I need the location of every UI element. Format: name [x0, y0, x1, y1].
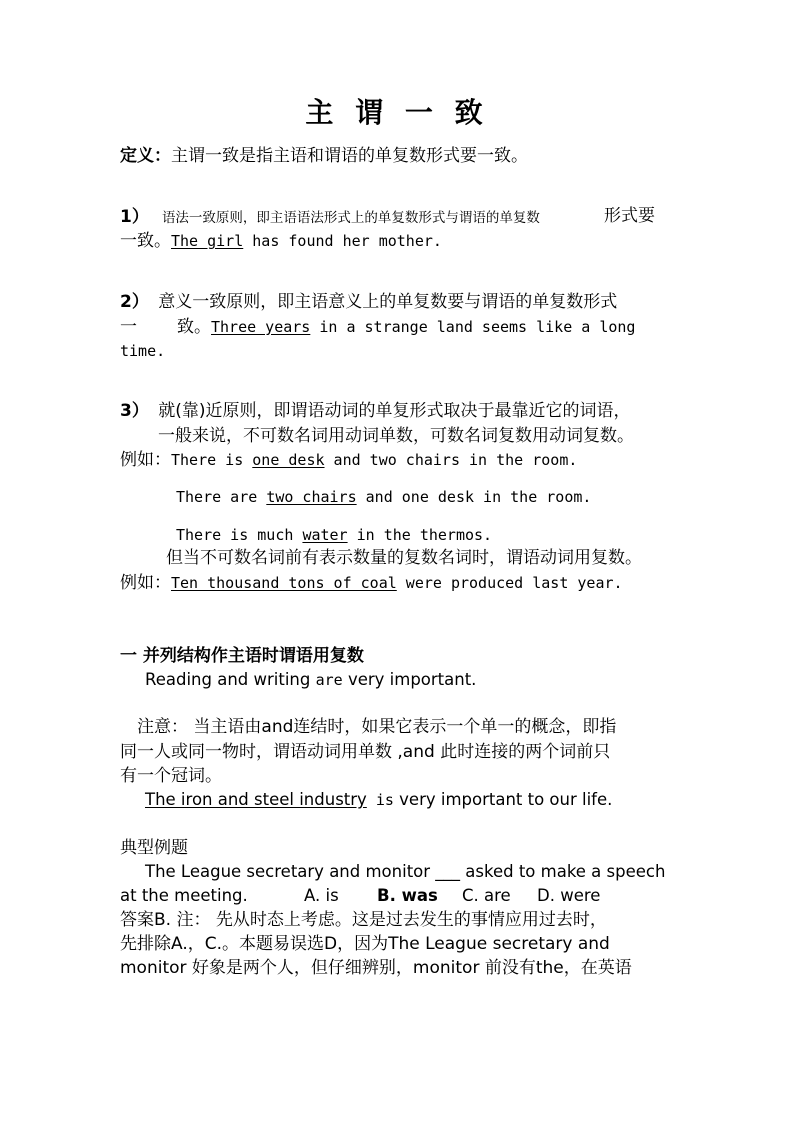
rule3-example2	[176, 487, 591, 506]
rule3-ex3-a: There is much	[176, 526, 303, 544]
section1-example2	[145, 790, 612, 810]
rule2-text: 意义一致原则，即主语意义上的单复数要与谓语的单复数形式	[158, 292, 618, 312]
typical-answer-line3: monitor 好象是两个人，但仔细辨别，monitor 前没有the，在英语	[120, 958, 632, 978]
rule3-ex2-underline: two chairs	[266, 488, 357, 506]
definition-text: 主谓一致是指主语和谓语的单复数形式要一致。	[171, 146, 528, 166]
section1-note-line1: 注意： 当主语由and连结时，如果它表示一个单一的概念，即指	[137, 717, 617, 737]
rule1-text: 语法一致原则，即主语语法形式上的单复数形式与谓语的单复数	[161, 210, 540, 226]
section1-heading: 一 并列结构作主语时谓语用复数	[120, 646, 364, 666]
rule3-ex2-b: and one desk in the room.	[356, 488, 592, 506]
rule3-ex3-underline: water	[302, 526, 348, 544]
rule3-example1	[120, 450, 577, 470]
rule3-ex4-b: were produced last year.	[396, 574, 623, 592]
rule1-number: 1）	[120, 207, 149, 227]
section1-ex2-b: very important to our life.	[393, 790, 613, 809]
section1-ex-a: Reading and writing	[145, 670, 316, 689]
section1-example	[145, 670, 476, 690]
section1-note-line2: 同一人或同一物时，谓语动词用单数 ,and 此时连接的两个词前只	[120, 742, 611, 762]
typical-option-a: A. is	[304, 886, 339, 905]
typical-question-line2: at the meeting.	[120, 886, 248, 905]
section1-ex-verb: are	[315, 671, 343, 689]
rule3-example4-label: 例如：	[120, 573, 171, 593]
rule1-line2-prefix: 一致。	[120, 231, 171, 251]
rule1-line1	[120, 207, 540, 227]
rule2-number: 2）	[120, 292, 149, 312]
typical-option-b: B. was	[377, 886, 438, 905]
rule1-tail: 形式要	[604, 206, 655, 226]
rule3-text: 就(靠)近原则，即谓语动词的单复形式取决于最靠近它的词语，	[158, 401, 631, 421]
rule3-note: 但当不可数名词前有表示数量的复数名词时，谓语动词用复数。	[166, 548, 642, 568]
rule2-example-subject: Three years	[211, 318, 311, 336]
rule3-ex3-b: in the thermos.	[347, 526, 493, 544]
definition-label: 定义：	[120, 146, 171, 166]
typical-answer-line1: 答案B. 注： 先从时态上考虑。这是过去发生的事情应用过去时，	[120, 910, 607, 930]
rule3-ex1-a: There is	[171, 451, 253, 469]
typical-question-line1: The League secretary and monitor ___ asked to make a speech	[145, 862, 666, 881]
section1-ex2-underline: The iron and steel industry	[145, 790, 367, 809]
rule3-ex1-b: and two chairs in the room.	[324, 451, 578, 469]
rule3-ex1-underline: one desk	[252, 451, 325, 469]
rule3-line2: 一般来说，不可数名词用动词单数，可数名词复数用动词复数。	[158, 426, 634, 446]
rule2-line1	[120, 292, 617, 312]
rule3-example-label: 例如：	[120, 450, 171, 470]
definition-line	[120, 146, 528, 166]
rule3-line1	[120, 401, 631, 421]
typical-option-c: C. are	[462, 886, 511, 905]
rule2-line2-b: 致。	[177, 317, 211, 337]
rule3-ex2-a: There are	[176, 488, 267, 506]
typical-answer-line2: 先排除A.，C.。本题易误选D，因为The League secretary and	[120, 934, 610, 954]
section1-ex-b: very important.	[342, 670, 477, 689]
rule3-example3	[176, 525, 492, 544]
rule1-example-subject: The girl	[171, 232, 244, 250]
rule2-line3: time.	[120, 342, 166, 360]
rule2-example-rest: in a strange land seems like a long	[310, 318, 636, 336]
rule1-example-rest: has found her mother.	[243, 232, 442, 250]
page-title: 主 谓 一 致	[305, 96, 489, 129]
typical-heading: 典型例题	[120, 838, 188, 858]
rule2-line2-a: 一	[120, 317, 137, 337]
section1-note-line3: 有一个冠词。	[120, 766, 222, 786]
rule3-number: 3）	[120, 401, 149, 421]
typical-option-d: D. were	[537, 886, 601, 905]
rule3-ex4-underline: Ten thousand tons of coal	[171, 574, 397, 592]
rule3-example4	[120, 573, 623, 593]
section1-ex2-verb: is	[366, 791, 394, 809]
rule2-line2	[177, 317, 635, 337]
rule1-line2	[120, 231, 442, 251]
